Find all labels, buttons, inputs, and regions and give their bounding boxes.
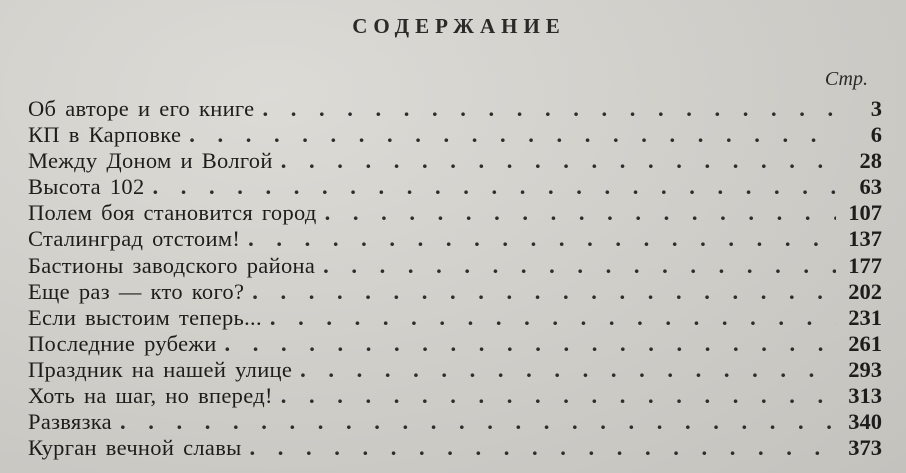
toc-entry-page: 293 <box>848 356 882 382</box>
toc-entry-page: 177 <box>848 252 882 278</box>
toc-entry-title: Полем боя становится город <box>28 200 317 226</box>
toc-entry-title: Если выстоим теперь... <box>28 304 262 330</box>
toc-entry-title: Сталинград отстоим! <box>28 226 241 252</box>
toc-entry-page: 313 <box>848 383 882 409</box>
toc-entry-title: Праздник на нашей улице <box>28 356 293 382</box>
toc-entry <box>28 331 882 357</box>
toc-entry-title: Высота 102 <box>28 174 145 200</box>
toc-entry <box>28 383 882 409</box>
toc-entry <box>28 174 882 200</box>
dot-leader <box>225 331 836 357</box>
toc-entry-page: 202 <box>848 278 882 304</box>
dot-leader <box>189 122 836 148</box>
dot-leader <box>250 435 836 461</box>
page-column-label: Стр. <box>824 68 868 90</box>
dot-leader <box>300 357 836 383</box>
dot-leader <box>281 383 836 409</box>
toc-entry <box>28 122 882 148</box>
dot-leader <box>252 279 836 305</box>
dot-leader <box>248 226 836 252</box>
toc-entry-title: Между Доном и Волгой <box>28 148 273 174</box>
toc-entry-title: Еще раз — кто кого? <box>28 278 245 304</box>
dot-leader <box>153 174 836 200</box>
toc-entry-title: Курган вечной славы <box>28 435 242 461</box>
toc-entry-page: 63 <box>859 174 882 200</box>
toc-entry-page: 373 <box>848 435 882 461</box>
toc-entry <box>28 435 882 461</box>
toc-entry <box>28 253 882 279</box>
toc-entry-title: Об авторе и его книге <box>28 96 255 121</box>
toc-entry <box>28 305 882 331</box>
toc-entry-page: 6 <box>870 122 882 148</box>
toc-entry-page: 28 <box>859 148 882 174</box>
toc-entry-page: 107 <box>848 200 882 226</box>
contents-heading: СОДЕРЖАНИЕ <box>352 14 566 38</box>
table-of-contents <box>28 96 882 461</box>
toc-entry-title: Бастионы заводского района <box>28 252 316 278</box>
dot-leader <box>120 409 836 435</box>
toc-entry <box>28 148 882 174</box>
dot-leader <box>262 96 836 122</box>
toc-entry <box>28 409 882 435</box>
toc-entry <box>28 96 882 122</box>
toc-entry-page: 3 <box>870 96 882 121</box>
toc-entry-page: 261 <box>848 330 882 356</box>
dot-leader <box>325 200 836 226</box>
dot-leader <box>281 148 836 174</box>
toc-entry-title: Последние рубежи <box>28 330 217 356</box>
toc-entry-title: КП в Карповке <box>28 122 182 148</box>
toc-entry-title: Развязка <box>28 409 112 435</box>
toc-entry-page: 231 <box>848 304 882 330</box>
toc-entry-title: Хоть на шаг, но вперед! <box>28 383 273 409</box>
dot-leader <box>323 253 836 279</box>
dot-leader <box>270 305 836 331</box>
toc-entry <box>28 357 882 383</box>
toc-entry-page: 340 <box>848 409 882 435</box>
toc-entry <box>28 200 882 226</box>
toc-entry-page: 137 <box>848 226 882 252</box>
toc-entry <box>28 279 882 305</box>
toc-entry <box>28 226 882 252</box>
